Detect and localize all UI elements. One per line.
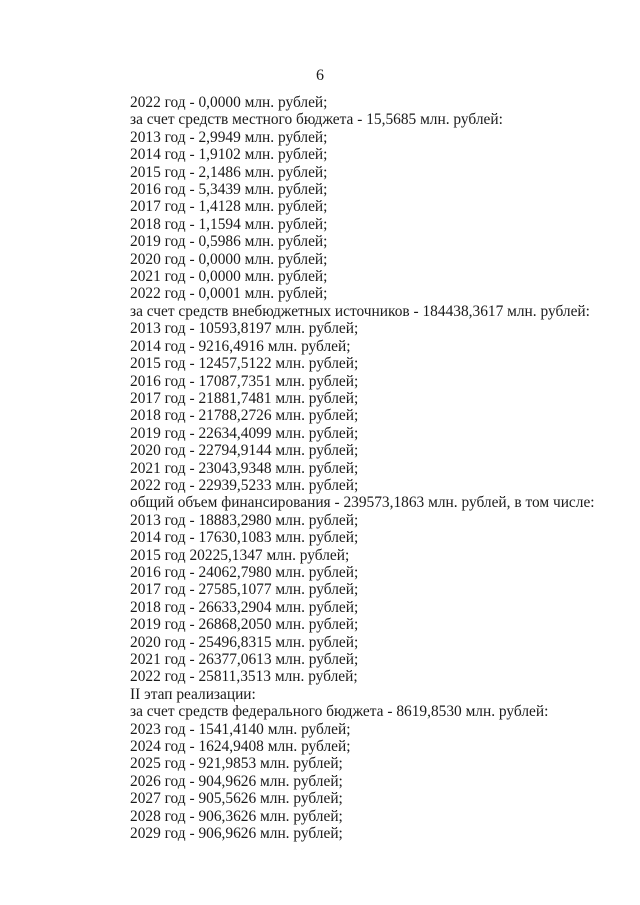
text-line: 2015 год - 12457,5122 млн. рублей; xyxy=(130,355,359,373)
text-line: 2022 год - 22939,5233 млн. рублей; xyxy=(130,476,359,494)
text-line: 2022 год - 0,0001 млн. рублей; xyxy=(130,285,328,303)
text-line: 2014 год - 17630,1083 млн. рублей; xyxy=(130,529,359,547)
text-line: 2014 год - 1,9102 млн. рублей; xyxy=(130,146,328,164)
text-line: 2015 год - 2,1486 млн. рублей; xyxy=(130,163,328,181)
text-line: 2016 год - 5,3439 млн. рублей; xyxy=(130,181,328,199)
section-heading-federal-budget: за счет средств федерального бюджета - 8619,8530 млн. рублей: xyxy=(130,703,549,721)
text-line: 2018 год - 21788,2726 млн. рублей; xyxy=(130,407,359,425)
text-line: 2018 год - 1,1594 млн. рублей; xyxy=(130,215,328,233)
text-line: 2016 год - 17087,7351 млн. рублей; xyxy=(130,372,359,390)
text-line: 2019 год - 0,5986 млн. рублей; xyxy=(130,233,328,251)
text-line: 2013 год - 18883,2980 млн. рублей; xyxy=(130,511,359,529)
section-heading-total-financing: общий объем финансирования - 239573,1863 млн. рублей, в том числе: xyxy=(130,494,595,512)
text-line: 2017 год - 1,4128 млн. рублей; xyxy=(130,198,328,216)
text-line: 2014 год - 9216,4916 млн. рублей; xyxy=(130,337,351,355)
text-line: 2013 год - 2,9949 млн. рублей; xyxy=(130,128,328,146)
text-line: 2021 год - 0,0000 млн. рублей; xyxy=(130,268,328,286)
page-number: 6 xyxy=(316,67,324,84)
text-line: 2029 год - 906,9626 млн. рублей; xyxy=(130,825,343,843)
document-body xyxy=(130,94,610,842)
text-line: 2024 год - 1624,9408 млн. рублей; xyxy=(130,738,351,756)
text-line: 2025 год - 921,9853 млн. рублей; xyxy=(130,755,343,773)
section-heading-stage-two: II этап реализации: xyxy=(130,685,256,703)
text-line: 2017 год - 21881,7481 млн. рублей; xyxy=(130,389,359,407)
text-line: 2017 год - 27585,1077 млн. рублей; xyxy=(130,581,359,599)
text-line: 2019 год - 22634,4099 млн. рублей; xyxy=(130,424,359,442)
text-line: 2028 год - 906,3626 млн. рублей; xyxy=(130,807,343,825)
text-line: 2021 год - 26377,0613 млн. рублей; xyxy=(130,651,359,668)
text-line: 2022 год - 25811,3513 млн. рублей; xyxy=(130,668,358,686)
text-line: 2022 год - 0,0000 млн. рублей; xyxy=(130,94,328,111)
text-line: 2027 год - 905,5626 млн. рублей; xyxy=(130,790,343,808)
text-line: 2018 год - 26633,2904 млн. рублей; xyxy=(130,598,359,616)
text-line: 2021 год - 23043,9348 млн. рублей; xyxy=(130,459,359,477)
text-line: 2019 год - 26868,2050 млн. рублей; xyxy=(130,616,359,634)
section-heading-extrabudgetary: за счет средств внебюджетных источников - 184438,3617 млн. рублей: xyxy=(130,302,590,320)
text-line: 2013 год - 10593,8197 млн. рублей; xyxy=(130,320,359,338)
text-line: 2016 год - 24062,7980 млн. рублей; xyxy=(130,563,359,581)
text-line: 2020 год - 25496,8315 млн. рублей; xyxy=(130,633,359,651)
text-line: 2020 год - 0,0000 млн. рублей; xyxy=(130,250,328,268)
text-line: 2026 год - 904,9626 млн. рублей; xyxy=(130,772,343,790)
text-line: 2015 год 20225,1347 млн. рублей; xyxy=(130,546,350,564)
section-heading-local-budget: за счет средств местного бюджета - 15,5685 млн. рублей: xyxy=(130,111,503,129)
text-line: 2020 год - 22794,9144 млн. рублей; xyxy=(130,442,359,460)
text-line: 2023 год - 1541,4140 млн. рублей; xyxy=(130,720,351,738)
